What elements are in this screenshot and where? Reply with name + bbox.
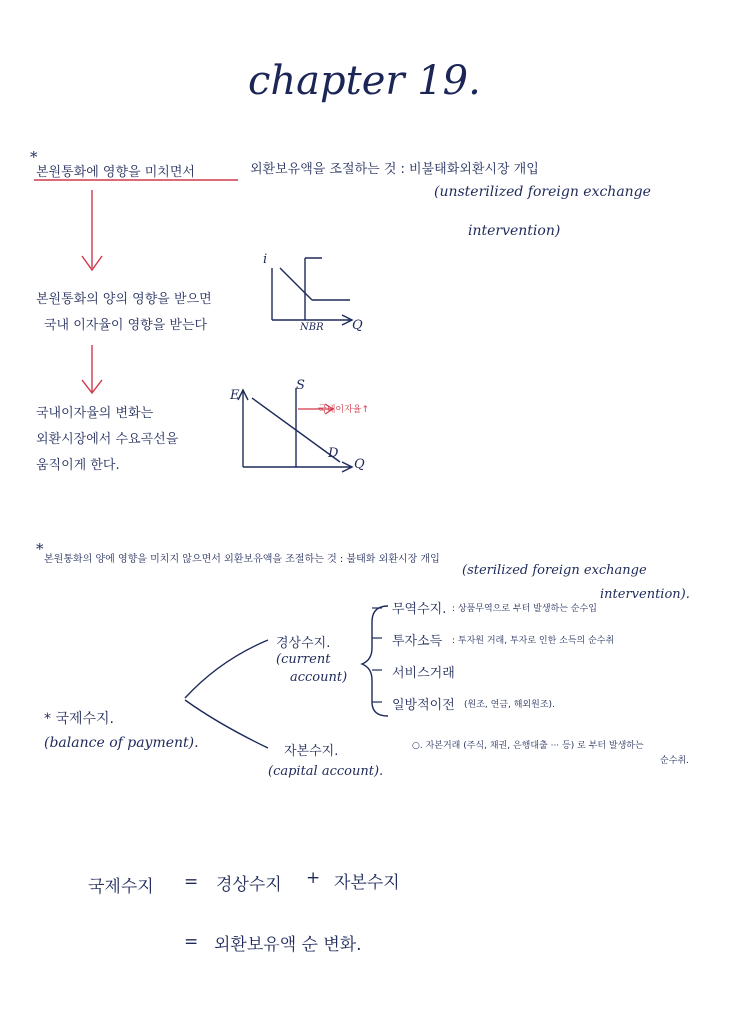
section1-english-1: (unsterilized foreign exchange — [434, 184, 651, 200]
capital-desc-1: ○. 자본거래 (주식, 채권, 은행대출 ··· 등) 로 부터 발생하는 — [412, 741, 644, 751]
equation-term1: 경상수지 — [216, 875, 282, 895]
graph2-demand-label: D — [328, 446, 339, 461]
graph2-annotation: 국내이자율↑ — [318, 405, 370, 415]
capital-desc-2: 순수취. — [660, 756, 689, 766]
step1-line2: 국내 이자율이 영향을 받는다 — [44, 318, 208, 333]
curly-bracket — [362, 606, 388, 716]
item-trade-name: 무역수지. — [392, 602, 447, 617]
section1-heading-rest: 외환보유액을 조절하는 것 : 비불태화외환시장 개입 — [250, 162, 539, 177]
section1-english-2: intervention) — [468, 223, 561, 239]
item-transfer-desc: (원조, 연금, 해외원조). — [464, 700, 555, 710]
graph1-xlabel: Q — [352, 318, 363, 333]
graph1-ylabel: i — [263, 252, 268, 267]
section1-heading: 본원통화에 영향을 미치면서 — [36, 165, 195, 180]
equation-equals-2: = — [184, 932, 199, 952]
step1-line1: 본원통화의 양의 영향을 받으면 — [36, 292, 212, 307]
section2-english-2: intervention). — [600, 587, 690, 602]
asterisk: * — [30, 148, 38, 166]
graph2-ylabel: E — [230, 388, 240, 403]
current-account-en1: (current — [276, 652, 331, 667]
equation-term2: 자본수지 — [334, 873, 400, 893]
item-trade-desc: : 상품무역으로 부터 발생하는 순수입 — [452, 604, 597, 614]
graph-money-supply — [272, 258, 352, 325]
graph2-xlabel: Q — [354, 457, 365, 472]
item-service-name: 서비스거래 — [392, 666, 455, 681]
item-investment-name: 투자소득 — [392, 634, 443, 649]
chapter-title: chapter 19. — [248, 58, 481, 104]
step2-line1: 국내이자율의 변화는 — [36, 406, 154, 421]
step2-line2: 외환시장에서 수요곡선을 — [36, 432, 179, 447]
item-transfer-name: 일방적이전 — [392, 698, 455, 713]
capital-account-kr: 자본수지. — [284, 744, 339, 759]
graph2-supply-label: S — [296, 378, 305, 393]
step2-line3: 움직이게 한다. — [36, 458, 120, 473]
current-account-en2: account) — [290, 670, 348, 685]
graph1-xtick: NBR — [300, 322, 324, 333]
item-investment-desc: : 투자원 거래, 투자로 인한 소득의 순수취 — [452, 636, 615, 646]
section2-english-1: (sterilized foreign exchange — [462, 563, 647, 578]
branch-current — [185, 640, 268, 698]
bop-label-en: (balance of payment). — [44, 735, 199, 751]
equation-plus: + — [306, 868, 321, 888]
bop-label-kr: * 국제수지. — [44, 711, 114, 727]
current-account-kr: 경상수지. — [276, 636, 331, 651]
section2-heading: 본원통화의 양에 영향을 미치지 않으면서 외환보유액을 조절하는 것 : 불태화 외환시장 개입 — [44, 554, 440, 565]
equation-lhs: 국제수지 — [88, 877, 154, 897]
equation-equals-1: = — [184, 872, 199, 892]
asterisk-2: * — [36, 540, 44, 558]
equation-rhs: 외환보유액 순 변화. — [214, 935, 362, 955]
capital-account-en: (capital account). — [268, 764, 384, 779]
